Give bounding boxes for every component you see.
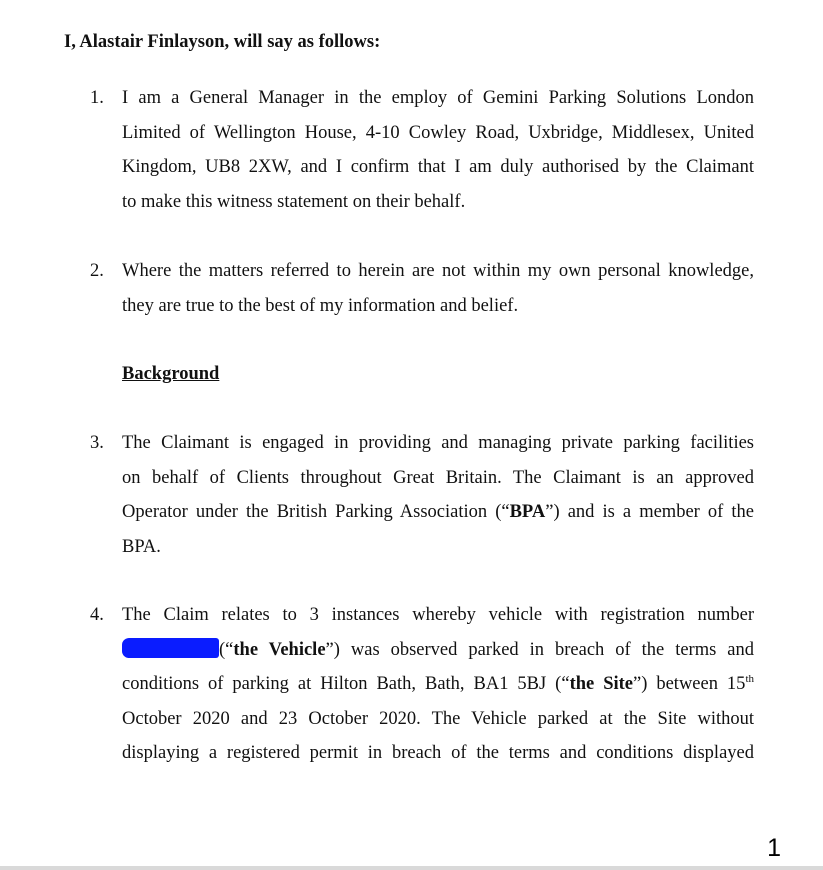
statement-intro: I, Alastair Finlayson, will say as follows: — [64, 32, 381, 52]
paragraph-line: October 2020 and 23 October 2020. The Vehicle parked at the Site without — [122, 708, 754, 729]
paragraph-line: to make this witness statement on their behalf. — [122, 191, 466, 212]
paragraph-text — [122, 254, 754, 323]
paragraph-line: displaying a registered permit in breach of the terms and conditions displayed — [122, 743, 754, 763]
paragraph-line: Kingdom, UB8 2XW, and I confirm that I am duly authorised by the Claimant — [122, 157, 754, 177]
paragraph-line: The Claim relates to 3 instances whereby vehicle with registration number — [122, 605, 754, 625]
text-run: (“ — [219, 639, 234, 660]
page-bottom-border — [0, 866, 823, 870]
paragraph-number: 4. — [90, 605, 104, 625]
paragraph-number: 3. — [90, 433, 104, 453]
ordinal-suffix: th — [745, 673, 754, 685]
paragraph-line — [122, 495, 754, 530]
section-heading-background: Background — [122, 364, 220, 384]
defined-term: the Site — [569, 674, 633, 694]
paragraph-line: I am a General Manager in the employ of Gemini Parking Solutions London — [122, 88, 754, 108]
page-number: 1 — [767, 834, 781, 862]
text-run: ”) and is a member of the — [545, 502, 754, 522]
text-run: conditions of parking at Hilton Bath, Bath, BA1 5BJ (“ — [122, 674, 570, 694]
paragraph-line: they are true to the best of my information and belief. — [122, 295, 519, 316]
text-run: ”) between 15 — [633, 674, 746, 694]
paragraph-line: Where the matters referred to herein are not within my own personal knowledge, — [122, 261, 754, 281]
paragraph-line: BPA. — [122, 536, 161, 557]
paragraph-line — [122, 633, 754, 668]
paragraph-number: 1. — [90, 88, 104, 108]
paragraph-line: on behalf of Clients throughout Great Britain. The Claimant is an approved — [122, 467, 754, 488]
paragraph-line: Limited of Wellington House, 4-10 Cowley Road, Uxbridge, Middlesex, United — [122, 122, 754, 143]
text-run: Operator under the British Parking Association (“ — [122, 502, 510, 522]
text-run: ”) was observed parked in breach of the terms and — [325, 639, 754, 660]
defined-term: BPA — [509, 502, 546, 522]
paragraph-text — [122, 81, 754, 219]
paragraph-line: The Claimant is engaged in providing and managing private parking facilities — [122, 433, 754, 453]
paragraph-number: 2. — [90, 261, 104, 281]
paragraph-line — [122, 667, 754, 702]
defined-term: the Vehicle — [233, 639, 326, 660]
paragraph-text — [122, 426, 754, 564]
paragraph-text — [122, 598, 754, 771]
redaction-mark — [122, 638, 219, 658]
